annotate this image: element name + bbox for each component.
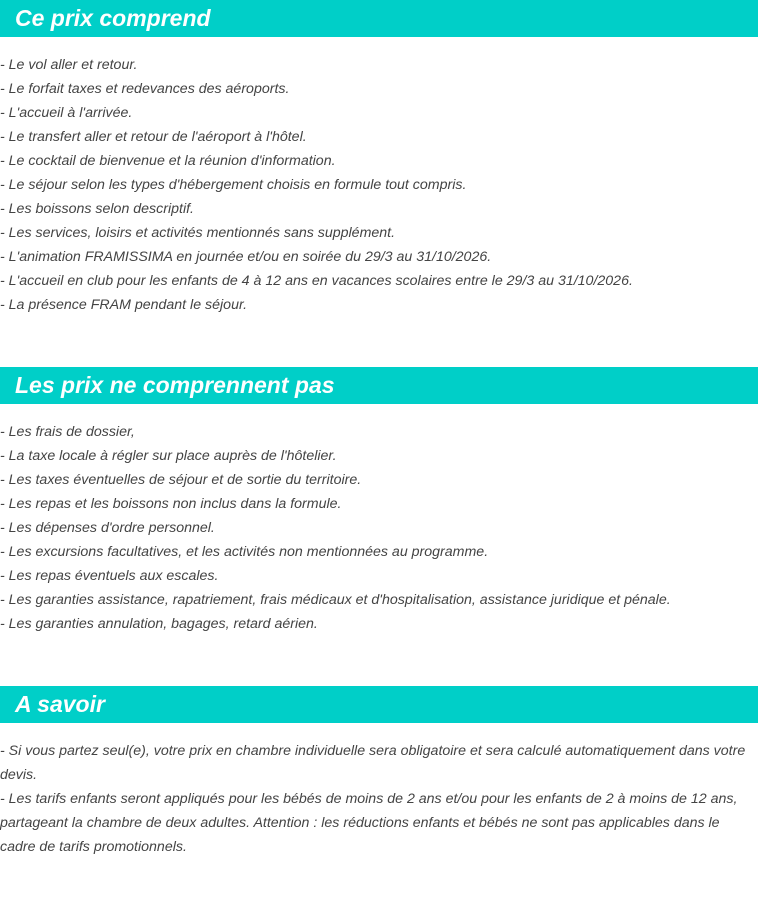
list-item: - Le vol aller et retour. bbox=[0, 57, 138, 73]
included-list bbox=[0, 53, 758, 317]
list-item: - L'animation FRAMISSIMA en journée et/ou en soirée du 29/3 au 31/10/2026. bbox=[0, 249, 492, 265]
list-item: - Les dépenses d'ordre personnel. bbox=[0, 520, 215, 536]
list-item: - Les excursions facultatives, et les activités non mentionnées au programme. bbox=[0, 544, 489, 560]
list-item: - Les frais de dossier, bbox=[0, 424, 135, 440]
list-item: - L'accueil en club pour les enfants de 4 à 12 ans en vacances scolaires entre le 29/3 au 31/10/2026. bbox=[0, 273, 633, 289]
list-item: - L'accueil à l'arrivée. bbox=[0, 105, 133, 121]
list-item: - Le cocktail de bienvenue et la réunion d'information. bbox=[0, 153, 336, 169]
list-item: - Les garanties annulation, bagages, retard aérien. bbox=[0, 616, 318, 632]
list-item: - Les garanties assistance, rapatriement, frais médicaux et d'hospitalisation, assistance juridique et pénale. bbox=[0, 592, 671, 608]
list-item: - La taxe locale à régler sur place auprès de l'hôtelier. bbox=[0, 448, 337, 464]
list-item: - La présence FRAM pendant le séjour. bbox=[0, 297, 248, 313]
list-item: - Les repas éventuels aux escales. bbox=[0, 568, 219, 584]
info-paragraph: - Les tarifs enfants seront appliqués pour les bébés de moins de 2 ans et/ou pour les enfants de 2 à moins de 12 ans, partageant la chambre de deux adultes. Attention : les réductions enfants et bébés ne sont pas applicables dans le cadre de tarifs promotionnels. bbox=[0, 791, 738, 855]
list-item: - Les repas et les boissons non inclus dans la formule. bbox=[0, 496, 342, 512]
list-item: - Le transfert aller et retour de l'aéroport à l'hôtel. bbox=[0, 129, 307, 145]
list-item: - Les taxes éventuelles de séjour et de sortie du territoire. bbox=[0, 472, 362, 488]
excluded-section-title: Les prix ne comprennent pas bbox=[0, 367, 758, 404]
list-item: - Les boissons selon descriptif. bbox=[0, 201, 194, 217]
info-paragraph: - Si vous partez seul(e), votre prix en chambre individuelle sera obligatoire et sera calculé automatiquement dans votre devis. bbox=[0, 743, 746, 783]
list-item: - Le forfait taxes et redevances des aéroports. bbox=[0, 81, 290, 97]
excluded-section bbox=[0, 367, 758, 636]
list-item: - Les services, loisirs et activités mentionnés sans supplément. bbox=[0, 225, 396, 241]
info-section-title: A savoir bbox=[0, 686, 758, 723]
excluded-list bbox=[0, 420, 758, 636]
included-section-title: Ce prix comprend bbox=[0, 0, 758, 37]
list-item: - Le séjour selon les types d'hébergement choisis en formule tout compris. bbox=[0, 177, 467, 193]
included-section bbox=[0, 0, 758, 317]
info-paragraphs bbox=[0, 739, 758, 859]
info-section bbox=[0, 686, 758, 859]
